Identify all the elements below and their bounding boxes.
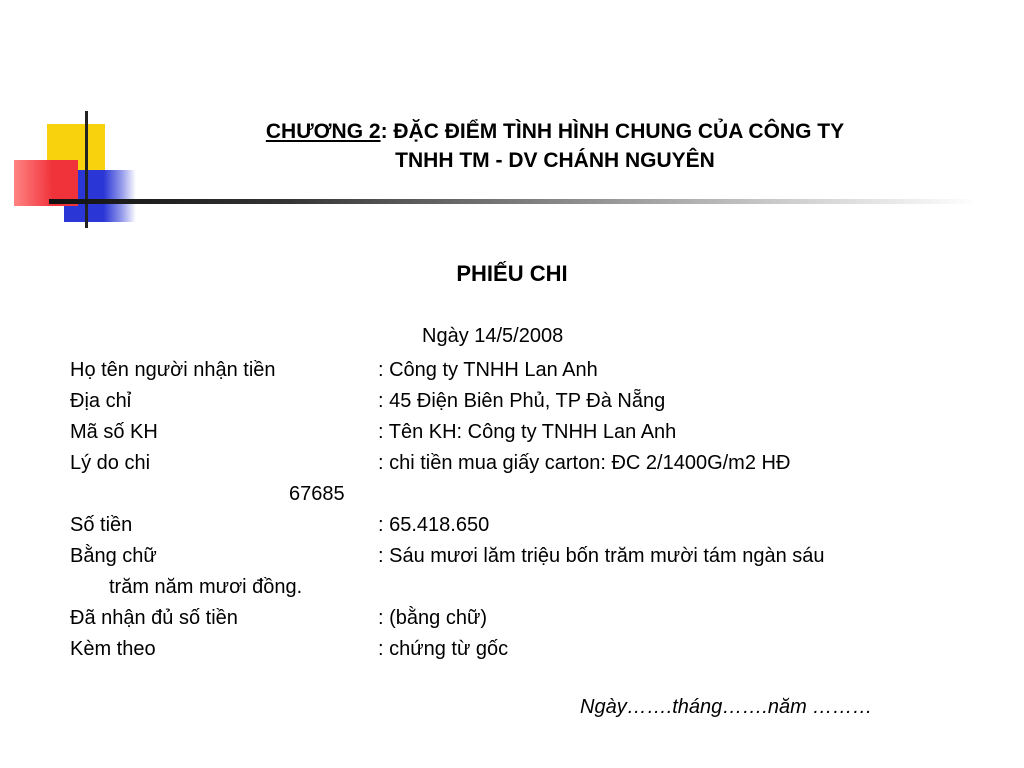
- field-value-amount-in-words-continuation: trăm năm mươi đồng.: [109, 576, 303, 598]
- field-value-amount-in-words: : Sáu mươi lăm triệu bốn trăm mười tám ngàn sáu: [378, 545, 825, 567]
- document-date: Ngày 14/5/2008: [422, 325, 564, 347]
- title-rest: : ĐẶC ĐIỂM TÌNH HÌNH CHUNG CỦA CÔNG TY: [380, 120, 845, 143]
- field-label-address: Địa chỉ: [70, 390, 132, 412]
- field-label-amount-in-words: Bằng chữ: [70, 545, 157, 567]
- field-value-reason: : chi tiền mua giấy carton: ĐC 2/1400G/m2 HĐ: [378, 452, 791, 474]
- slide-title-line1: [150, 117, 960, 146]
- field-value-recipient: : Công ty TNHH Lan Anh: [378, 359, 598, 381]
- field-value-address: : 45 Điện Biên Phủ, TP Đà Nẵng: [378, 390, 666, 412]
- field-value-reason-continuation: 67685: [289, 483, 345, 505]
- field-label-customer-code: Mã số KH: [70, 421, 158, 443]
- field-label-recipient: Họ tên người nhận tiền: [70, 359, 276, 381]
- field-label-attachment: Kèm theo: [70, 638, 156, 660]
- decor-horizontal-rule: [49, 199, 979, 204]
- slide-title-line2: TNHH TM - DV CHÁNH NGUYÊN: [395, 149, 715, 172]
- field-value-amount: : 65.418.650: [378, 514, 490, 536]
- chapter-label: CHƯƠNG 2: [265, 120, 381, 143]
- decor-vertical-line: [85, 111, 88, 228]
- signature-date: Ngày…….tháng…….năm ………: [580, 696, 873, 718]
- field-value-customer-code: : Tên KH: Công ty TNHH Lan Anh: [378, 421, 677, 443]
- field-label-amount: Số tiền: [70, 514, 133, 536]
- field-value-received: : (bằng chữ): [378, 607, 487, 629]
- field-value-attachment: : chứng từ gốc: [378, 638, 509, 660]
- document-title: PHIẾU CHI: [456, 261, 568, 286]
- field-label-received: Đã nhận đủ số tiền: [70, 607, 238, 629]
- slide-title: [150, 117, 960, 175]
- field-label-reason: Lý do chi: [70, 452, 151, 474]
